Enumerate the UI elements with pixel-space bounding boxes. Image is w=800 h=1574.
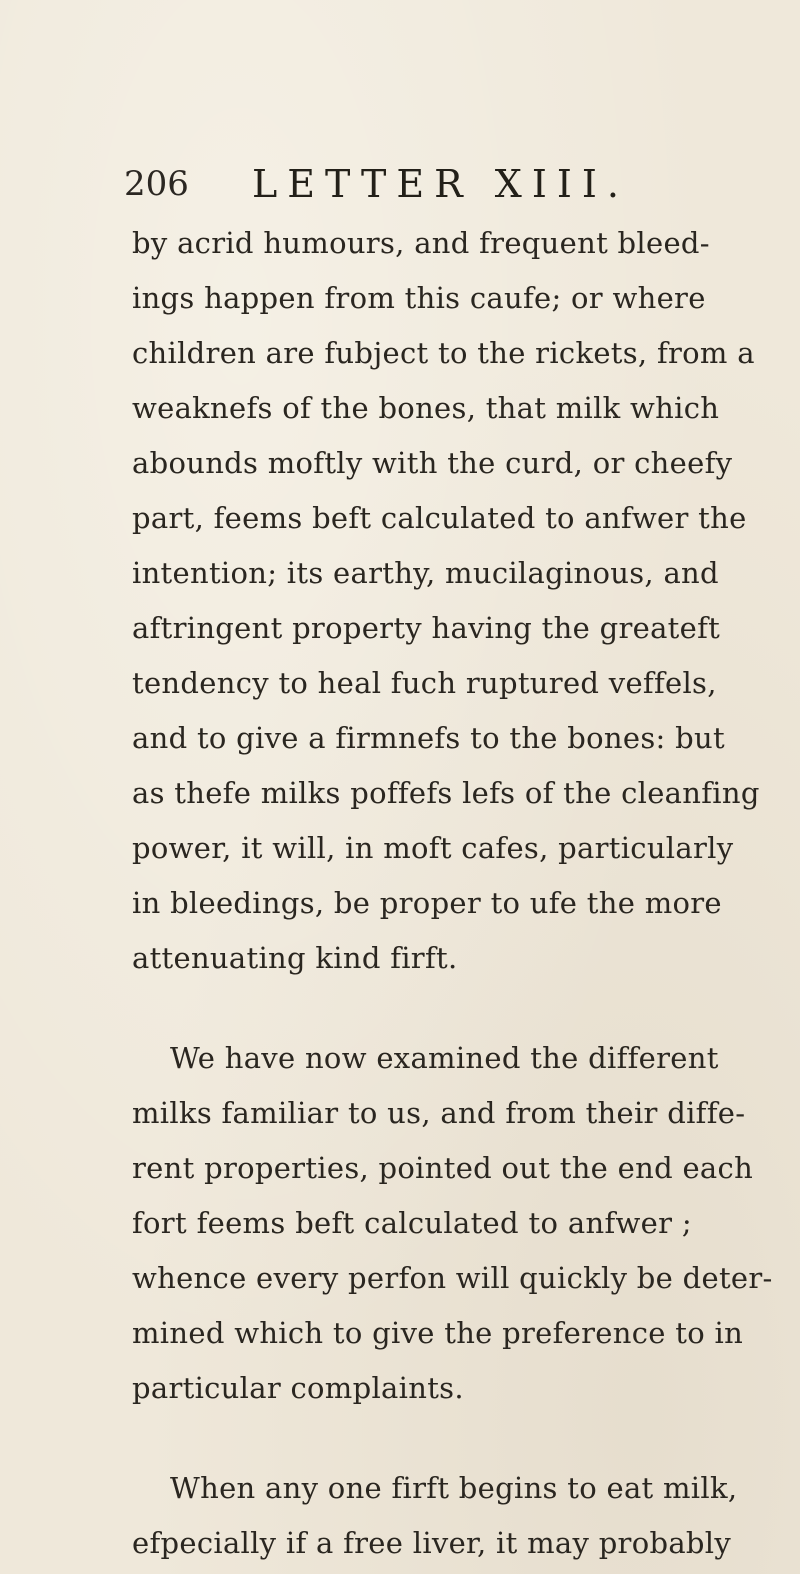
text-line: milks familiar to us, and from their diffe-	[132, 1096, 746, 1130]
text-line: children are fubject to the rickets, from a	[132, 336, 755, 370]
paragraph-2	[132, 1031, 773, 1416]
text-line: by acrid humours, and frequent bleed-	[132, 226, 710, 260]
text-line: particular complaints.	[132, 1371, 464, 1405]
body-text	[132, 216, 773, 1571]
paragraph-gap	[132, 986, 692, 1031]
text-line: rent properties, pointed out the end each	[132, 1151, 754, 1185]
page-number: 206	[124, 164, 189, 204]
text-line: and to give a firmnefs to the bones: but	[132, 721, 725, 755]
paragraph-1	[132, 216, 760, 986]
text-line: fort feems beft calculated to anfwer ;	[132, 1206, 692, 1240]
text-line: whence every perfon will quickly be deter-	[132, 1261, 773, 1295]
text-line: as thefe milks poffefs lefs of the cleanfing	[132, 776, 760, 810]
text-line: aftringent property having the greateft	[132, 611, 721, 645]
paragraph-gap	[132, 1416, 692, 1461]
text-line: in bleedings, be proper to ufe the more	[132, 886, 722, 920]
text-line: weaknefs of the bones, that milk which	[132, 391, 720, 425]
page-header	[124, 152, 684, 216]
text-line: tendency to heal fuch ruptured veffels,	[132, 666, 717, 700]
text-line: ings happen from this caufe; or where	[132, 281, 706, 315]
text-line: attenuating kind firft.	[132, 941, 458, 975]
text-line: power, it will, in moft cafes, particularly	[132, 831, 734, 865]
text-line: intention; its earthy, mucilaginous, and	[132, 556, 719, 590]
text-line: efpecially if a free liver, it may probably	[132, 1526, 732, 1560]
running-head: LETTER XIII.	[252, 162, 629, 206]
text-line: part, feems beft calculated to anfwer the	[132, 501, 747, 535]
text-line: When any one firft begins to eat milk,	[170, 1471, 738, 1505]
paragraph-3	[132, 1461, 738, 1571]
text-line: abounds moftly with the curd, or cheefy	[132, 446, 733, 480]
text-line: mined which to give the preference to in	[132, 1316, 744, 1350]
text-line: We have now examined the different	[170, 1041, 719, 1075]
